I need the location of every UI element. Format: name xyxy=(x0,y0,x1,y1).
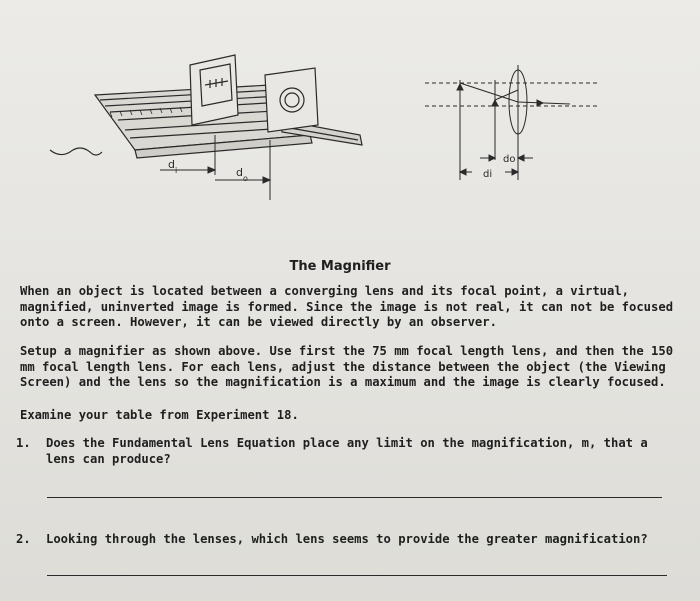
setup-paragraph: Setup a magnifier as shown above. Use first the 75 mm focal length lens, and then the 150 mm focal length lens. For each lens, adjust the distance between the object (the Viewing Screen) and the lens so the magnification is a maximum and the image is clearly focused. xyxy=(20,344,674,389)
examine-paragraph: Examine your table from Experiment 18. xyxy=(20,408,299,422)
label-d-i: d xyxy=(168,158,175,171)
label-do-ray: do xyxy=(503,154,516,165)
question-1-number: 1. xyxy=(16,436,31,450)
question-2-number: 2. xyxy=(16,532,31,546)
intro-paragraph: When an object is located between a converging lens and its focal point, a virtual, magnified, uninverted image is formed. Since the image is not real, it can not be focused onto a screen. However, it can be viewed directly by an observer. xyxy=(20,284,674,329)
question-2-text: Looking through the lenses, which lens seems to provide the greater magnification? xyxy=(46,532,648,546)
magnifier-setup-figure xyxy=(40,40,640,210)
answer-line-2[interactable] xyxy=(47,575,667,576)
optical-bench-illustration xyxy=(50,55,362,158)
question-1-text: Does the Fundamental Lens Equation place any limit on the magnification, m, that a lens can produce? xyxy=(46,436,648,466)
label-di-ray: di xyxy=(483,169,493,180)
answer-line-1[interactable] xyxy=(47,497,662,498)
label-d-i-sub: i xyxy=(175,166,178,175)
section-title: The Magnifier xyxy=(289,259,391,274)
label-d-o-sub: o xyxy=(243,174,248,183)
label-d-o: d xyxy=(236,166,243,179)
